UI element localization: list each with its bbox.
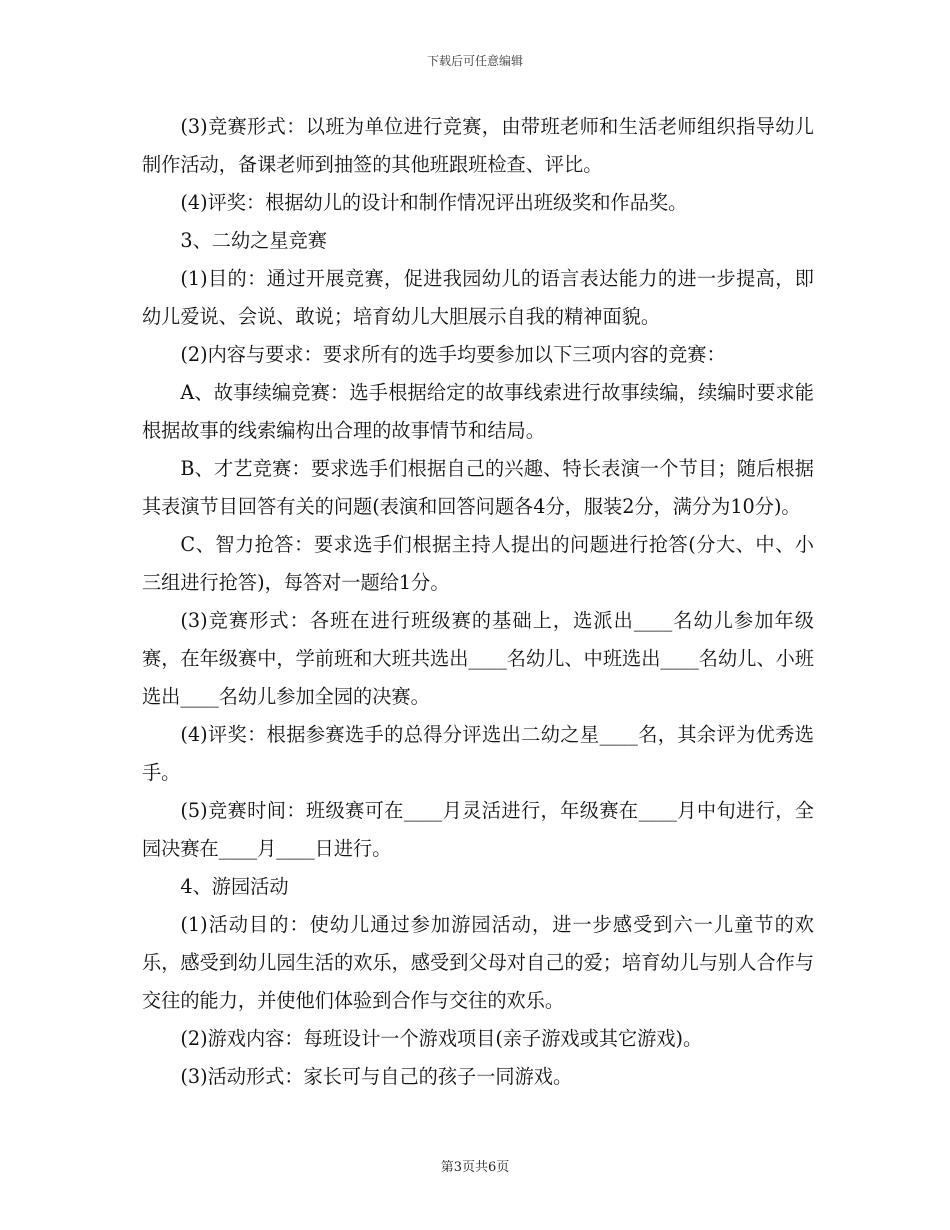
page-number: 第3页共6页 xyxy=(440,1160,510,1175)
section-heading-garden-activity: 4、游园活动 xyxy=(180,875,289,898)
paragraph-competition-format: (3)竞赛形式：以班为单位进行竞赛，由带班老师和生活老师组织指导幼儿制作活动，备课老师到抽签的其他班跟班检查、评比。 xyxy=(142,115,814,176)
paragraph-competition-time: (5)竞赛时间：班级赛可在____月灵活进行，年级赛在____月中旬进行，全园决赛在____月____日进行。 xyxy=(142,799,814,860)
paragraph-competition-format-2: (3)竞赛形式：各班在进行班级赛的基础上，选派出____名幼儿参加年级赛，在年级赛中，学前班和大班共选出____名幼儿、中班选出____名幼儿、小班选出____名幼儿参加全园的决赛。 xyxy=(142,609,814,708)
paragraph-activity-format: (3)活动形式：家长可与自己的孩子一同游戏。 xyxy=(180,1065,573,1088)
paragraph-award: (4)评奖：根据幼儿的设计和制作情况评出班级奖和作品奖。 xyxy=(180,191,688,214)
paragraph-activity-purpose: (1)活动目的：使幼儿通过参加游园活动，进一步感受到六一儿童节的欢乐，感受到幼儿园生活的欢乐，感受到父母对自己的爱；培育幼儿与别人合作与交往的能力，并使他们体验到合作与交往的欢乐。 xyxy=(142,913,814,1012)
page-header: 下载后可任意编辑 xyxy=(426,54,523,68)
section-heading-star-competition: 3、二幼之星竞赛 xyxy=(180,229,327,252)
paragraph-story-continuation: A、故事续编竞赛：选手根据给定的故事线索进行故事续编，续编时要求能根据故事的线索编构出合理的故事情节和结局。 xyxy=(142,381,814,442)
paragraph-talent-competition: B、才艺竞赛：要求选手们根据自己的兴趣、特长表演一个节目；随后根据其表演节目回答有关的问题(表演和回答问题各4分，服装2分，满分为10分)。 xyxy=(142,457,814,518)
paragraph-game-content: (2)游戏内容：每班设计一个游戏项目(亲子游戏或其它游戏)。 xyxy=(180,1027,703,1050)
paragraph-quiz: C、智力抢答：要求选手们根据主持人提出的问题进行抢答(分大、中、小三组进行抢答)，每答对一题给1分。 xyxy=(142,533,814,594)
paragraph-content-requirements: (2)内容与要求：要求所有的选手均要参加以下三项内容的竞赛： xyxy=(180,343,726,366)
document-body xyxy=(142,108,814,1096)
paragraph-purpose: (1)目的：通过开展竞赛，促进我园幼儿的语言表达能力的进一步提高，即幼儿爱说、会说、敢说；培育幼儿大胆展示自我的精神面貌。 xyxy=(142,267,814,328)
paragraph-award-2: (4)评奖：根据参赛选手的总得分评选出二幼之星____名，其余评为优秀选手。 xyxy=(142,723,814,784)
